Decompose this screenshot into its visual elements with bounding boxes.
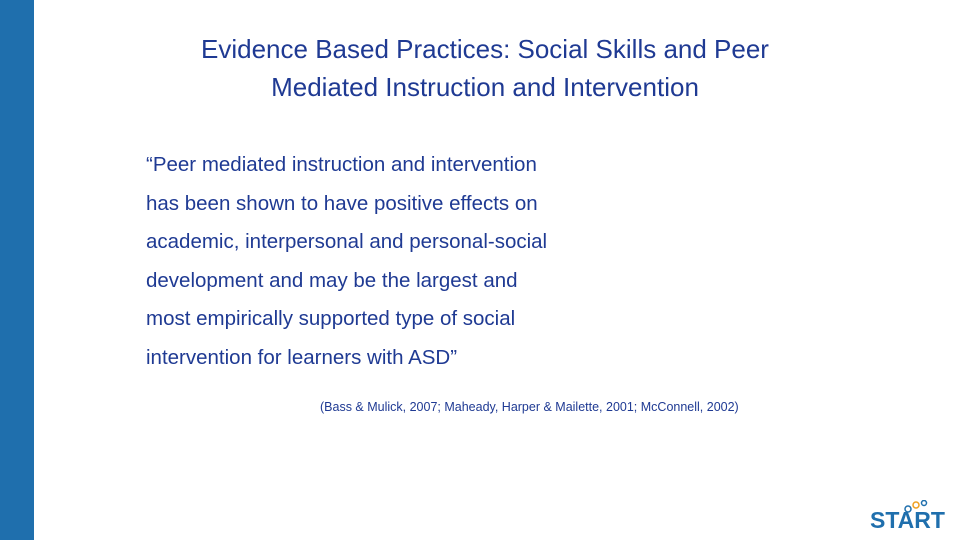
- quote-block: [146, 146, 666, 377]
- quote-line: academic, interpersonal and personal-social: [146, 230, 548, 253]
- citation: (Bass & Mulick, 2007; Maheady, Harper & Mailette, 2001; McConnell, 2002): [320, 400, 739, 414]
- start-logo: [870, 500, 948, 534]
- title-line-1: Evidence Based Practices: Social Skills and Peer: [201, 34, 769, 64]
- quote-line: development and may be the largest and: [146, 268, 518, 292]
- quote-line: intervention for learners with ASD”: [146, 345, 458, 369]
- quote-line: has been shown to have positive effects on: [146, 191, 538, 215]
- logo-wordmark: START: [870, 507, 945, 533]
- left-accent-bar: [0, 0, 34, 540]
- slide-title: [120, 30, 850, 106]
- quote-line: “Peer mediated instruction and intervention: [146, 153, 537, 176]
- quote-line: most empirically supported type of social: [146, 307, 516, 330]
- title-line-2: Mediated Instruction and Intervention: [271, 72, 699, 102]
